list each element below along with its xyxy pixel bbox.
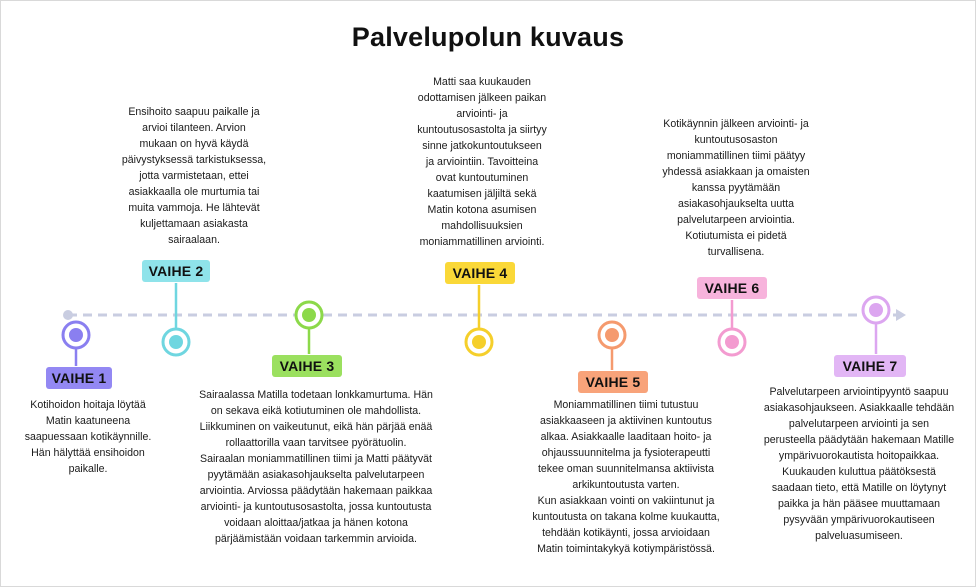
stage-5-description: Moniammatillinen tiimi tutustuu asiakkaaseen ja aktiivinen kuntoutus alkaa. Asiakkaalle laaditaan hoito- ja ohjaussuunnitelma ja fysioterapeutti tekee oman suunnitelmansa aktiivista arkikuntoutusta varten. Kun asiakkaan vointi on vakiintunut ja kuntoutusta on takana kolme kuukautta, tehdään kotikäynti, jossa arvioidaan Matin toimintakykyä kotiympäristössä. — [532, 399, 720, 555]
stage-5-label: VAIHE 5 — [578, 371, 648, 393]
stage-1-description: Kotihoidon hoitaja löytää Matin kaatuneena saapuessaan kotikäynnille. Hän hälyttää ensihoidon paikalle. — [24, 399, 152, 475]
stage-1-label: VAIHE 1 — [46, 367, 112, 389]
stage-4-node-dot — [472, 335, 486, 349]
stage-6-label: VAIHE 6 — [697, 277, 767, 299]
stage-1-node-dot — [69, 328, 83, 342]
diagram-title: Palvelupolun kuvaus — [351, 22, 625, 52]
stage-4-description: Matti saa kuukauden odottamisen jälkeen paikan arviointi- ja kuntoutusosastolta ja siirtyy sinne jatkokuntoutukseen ja arviointiin. Tavoitteina ovat kuntoutuminen kaatumisen jäljiltä sekä Matin kotona asumisen mahdollisuuksien moniammatillinen arviointi. — [417, 76, 547, 248]
timeline-arrow-icon — [896, 309, 906, 321]
stage-6-description: Kotikäynnin jälkeen arviointi- ja kuntoutusosaston moniammatillinen tiimi päätyy yhdessä asiakkaan ja omaisten kanssa pyytämään asiakasohjaukselta uutta palvelutarpeen arviointia. Kotiutumista ei pidetä turvallisena. — [662, 118, 810, 258]
stage-6-node-dot — [725, 335, 739, 349]
stage-3-description: Sairaalassa Matilla todetaan lonkkamurtuma. Hän on sekava eikä kotiutuminen ole mahdollista. Liikkuminen on vaikeutunut, eikä hän pärjää enää rollaattorilla vaan tarvitsee pyörätuolin. Sairaalan moniammatillinen tiimi ja Matti päätyvät pyytämään asiakasohjaukselta palvelutarpeen arviointia. Arviossa päädytään hakemaan paikkaa arviointi- ja kuntoutusosastolta, jossa kuntoutusta voidaan aloittaa/jatkaa ja hänen kotona pärjäämistään voidaan tarkemmin arvioida. — [199, 389, 433, 545]
stage-2-label: VAIHE 2 — [142, 260, 210, 282]
timeline-start-dot — [63, 310, 73, 320]
stage-3-node-dot — [302, 308, 316, 322]
stage-2-node-dot — [169, 335, 183, 349]
stage-3-label: VAIHE 3 — [272, 355, 342, 377]
stage-4-label: VAIHE 4 — [445, 262, 515, 284]
stage-7-node-dot — [869, 303, 883, 317]
stage-2-description: Ensihoito saapuu paikalle ja arvioi tilanteen. Arvion mukaan on hyvä käydä päivystyksessä tarkistuksessa, jotta varmistetaan, ettei asiakkaalla ole murtumia tai muita vammoja. He lähtevät kuljettamaan asiakasta sairaalaan. — [121, 106, 267, 246]
stage-7-description: Palvelutarpeen arviointipyyntö saapuu asiakasohjaukseen. Asiakkaalle tehdään palvelutarpeen arviointi ja sen perusteella päädytään hakemaan Matille ympärivuorokautista hoitopaikkaa. Kuukauden kuluttua päätöksestä saadaan tieto, että Matille on löytynyt paikka ja hän pääsee muuttamaan pysyvään ympärivuorokautiseen palveluasumiseen. — [763, 386, 955, 542]
stage-5-node-dot — [605, 328, 619, 342]
stage-7-label: VAIHE 7 — [834, 355, 906, 377]
